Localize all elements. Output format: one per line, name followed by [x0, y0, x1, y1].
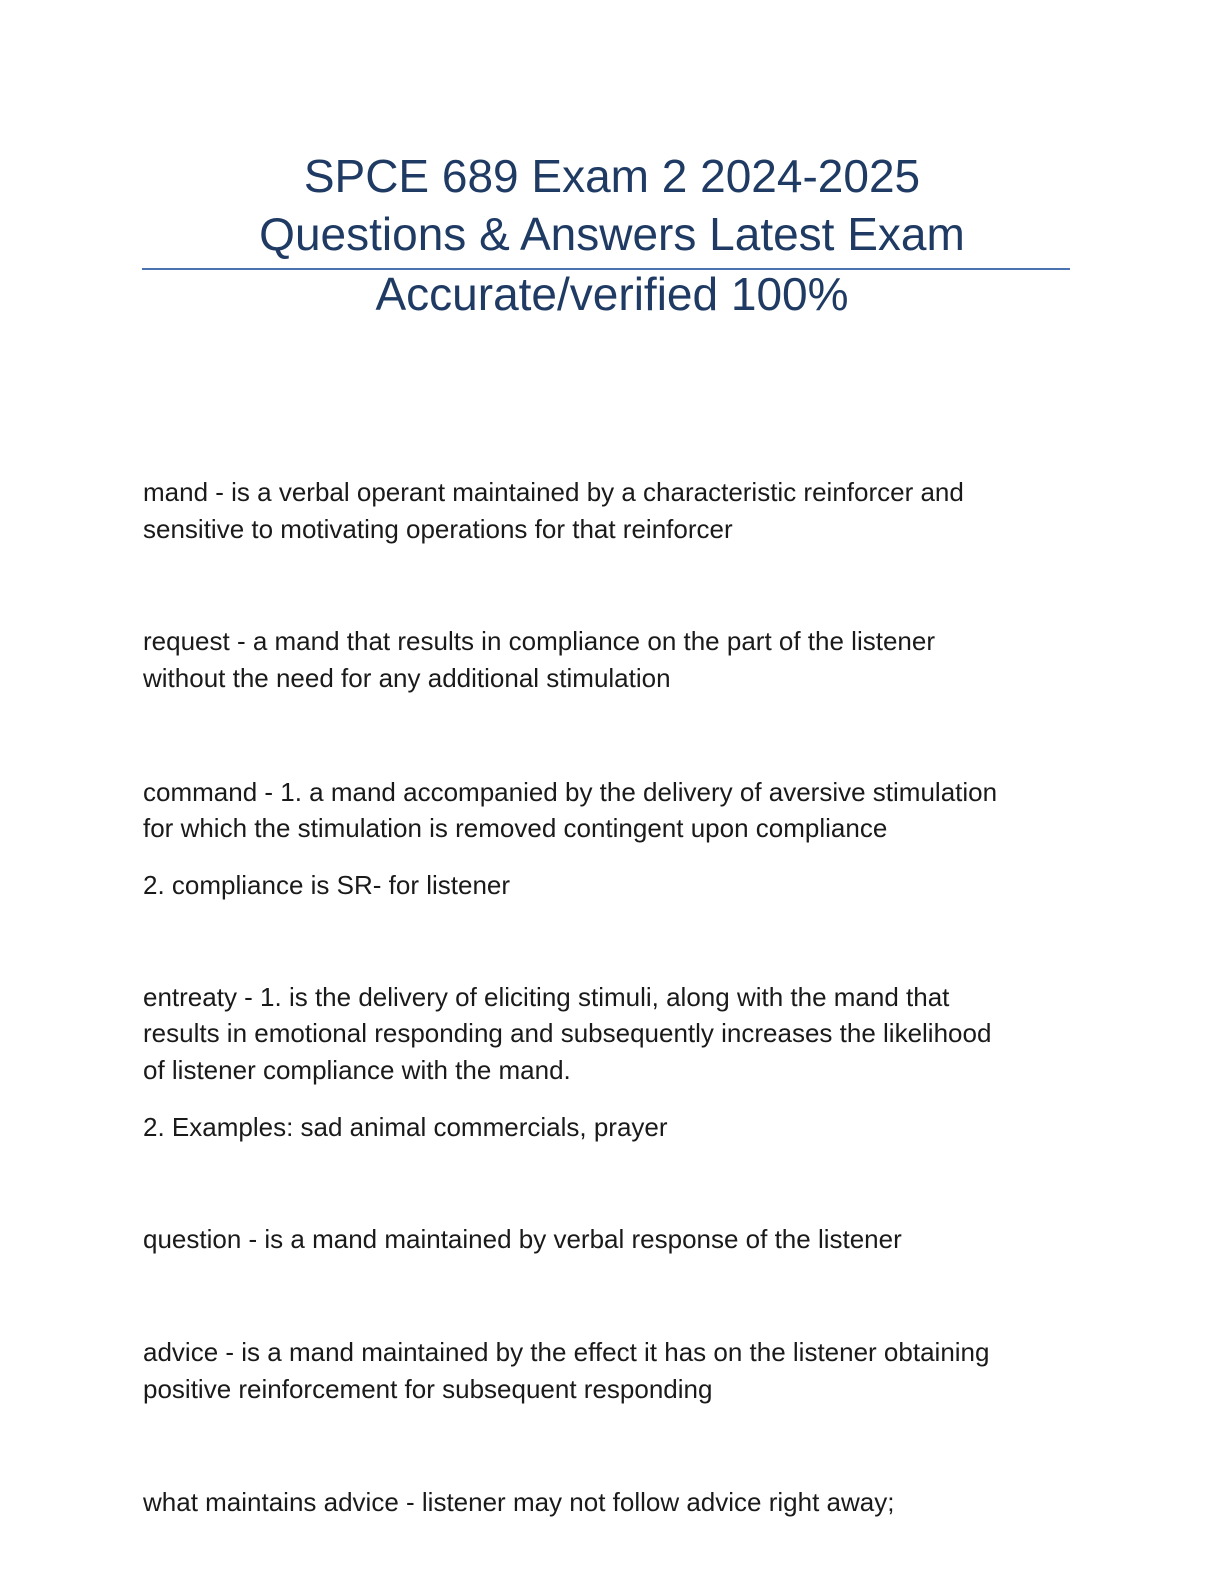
entry-command-line-2: for which the stimulation is removed contingent upon compliance: [143, 813, 888, 843]
entry-entreaty-line-3: of listener compliance with the mand.: [143, 1055, 571, 1085]
entry-entreaty-line-1: entreaty - 1. is the delivery of eliciting stimuli, along with the mand that: [143, 982, 950, 1012]
entry-command-extra: 2. compliance is SR- for listener: [143, 870, 511, 900]
entry-advice-line-1: advice - is a mand maintained by the effect it has on the listener obtaining: [143, 1337, 990, 1367]
entry-mand-line-1: mand - is a verbal operant maintained by a characteristic reinforcer and: [143, 477, 964, 507]
document-title-line-1: SPCE 689 Exam 2 2024-2025: [303, 150, 921, 202]
entry-advice-line-2: positive reinforcement for subsequent responding: [143, 1374, 713, 1404]
entry-what-maintains-advice-line-1: what maintains advice - listener may not follow advice right away;: [143, 1487, 895, 1517]
document-title-line-2: Questions & Answers Latest Exam: [259, 208, 965, 260]
entry-question-line-1: question - is a mand maintained by verbal response of the listener: [143, 1224, 902, 1254]
entry-command-line-1: command - 1. a mand accompanied by the delivery of aversive stimulation: [143, 777, 998, 807]
entry-entreaty-extra: 2. Examples: sad animal commercials, prayer: [143, 1112, 668, 1142]
entry-mand-line-2: sensitive to motivating operations for that reinforcer: [143, 514, 733, 544]
entry-request-line-2: without the need for any additional stimulation: [143, 663, 671, 693]
entry-entreaty-line-2: results in emotional responding and subsequently increases the likelihood: [143, 1018, 992, 1048]
document-title-line-3: Accurate/verified 100%: [375, 268, 849, 320]
entry-request-line-1: request - a mand that results in compliance on the part of the listener: [143, 626, 935, 656]
